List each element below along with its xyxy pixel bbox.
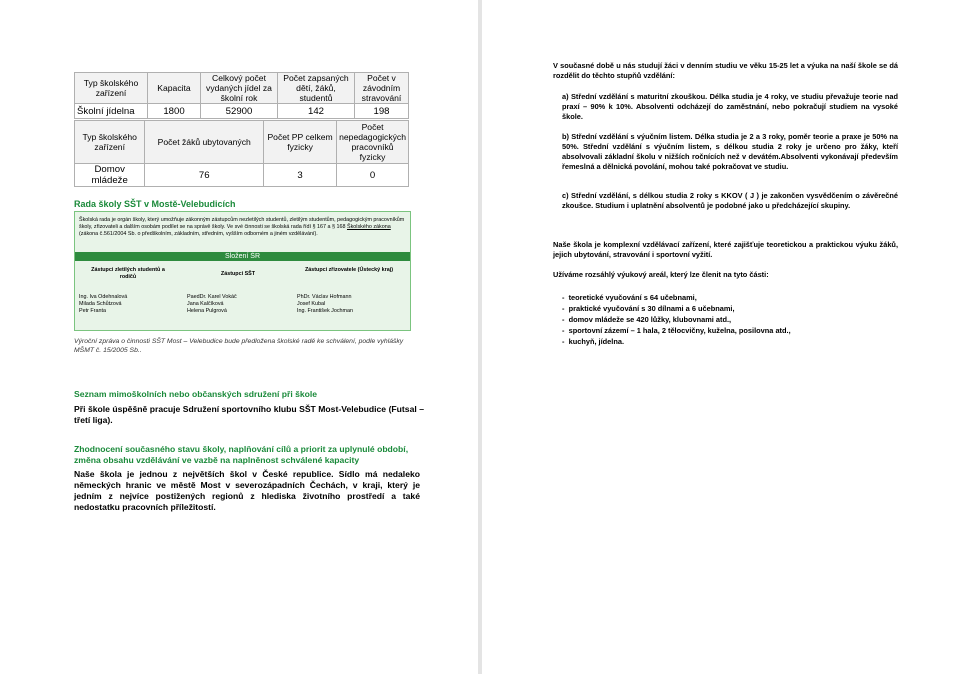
board-composition-bar: Složení ŠR [75, 252, 410, 261]
evaluation-text: Naše škola je jednou z největších škol v České republice. Sídlo má nedaleko německých hranic ve městě Most v severozápadních Čechách, v kraji, který je jedním z nejvíce postižených regionů z hlediska životního prostředí a také nedostatku pracovních příležitostí. [74, 469, 420, 512]
table-cell: 3 [264, 164, 337, 187]
level-b-text: b) Střední vzdělání s výučním listem. Délka studia je 2 a 3 roky, poměr teorie a praxe je 50% na 50%. Střední vzdělání s výučním listem, s délkou studia 2 roky je určeno pro žáky, kteří absolvovali základní školu v nižších ročnících než v devátém.Absolventi vykonávají především řemeslná a dělnická povolání, mohou také pokračovat ve studiu. [562, 132, 898, 171]
associations-text: Při škole úspěšně pracuje Sdružení sportovního klubu SŠT Most-Velebudice (Futsal – třetí liga). [74, 404, 424, 425]
table-header: Počet žáků ubytovaných [145, 121, 264, 164]
table-header: Celkový počet vydaných jídel za školní rok [201, 73, 278, 104]
member-name: Milada Schůtzová [79, 301, 122, 307]
column-founder: Zástupci zřizovatele (Ústecký kraj) [304, 267, 394, 273]
school-board-box [74, 211, 411, 331]
member-name: Jana Kalčíková [187, 301, 224, 307]
member-name: Josef Kubal [297, 301, 326, 307]
member-name: Petr Franta [79, 308, 106, 314]
member-name: Helena Pulgrová [187, 308, 227, 314]
school-law-link[interactable]: Školského zákona [346, 224, 391, 230]
member-name: Ing. František Jochman [297, 308, 354, 314]
table-cell: 0 [337, 164, 409, 187]
names-school [187, 294, 237, 315]
list-item: - praktické vyučování s 30 dílnami a 6 učebnami, [562, 304, 735, 313]
list-item: - kuchyň, jídelna. [562, 337, 625, 346]
table-header: Typ školského zařízení [75, 73, 148, 104]
left-page [0, 0, 478, 674]
dormitory-table [74, 120, 409, 187]
table-cell: 52900 [201, 104, 278, 119]
list-item-text: kuchyň, jídelna. [568, 337, 625, 346]
member-name: PhDr. Václav Hofmann [297, 294, 352, 300]
column-school: Zástupci SŠT [220, 271, 256, 277]
member-name: Ing. Iva Odehnalová [79, 294, 128, 300]
member-name: PaedDr. Karel Vokáč [187, 294, 237, 300]
evaluation-heading: Zhodnocení současného stavu školy, naplňování cílů a priorit za uplynulé období, změna obsahu vzdělávání ve vazbě na naplněnost schválené kapacity [74, 444, 409, 465]
annual-report-note: Výroční zpráva o činnosti SŠT Most – Velebudice bude předložena školské radě ke schválení, podle vyhlášky MŠMT č. 15/2005 Sb.. [74, 338, 404, 354]
list-item-text: sportovní zázemí – 1 hala, 2 tělocvičny, kuželna, posilovna atd., [568, 326, 791, 335]
school-board-title: Rada školy SŠT v Mostě-Velebudicích [74, 199, 236, 209]
names-students-parents [79, 294, 127, 315]
level-a-text: a) Střední vzdělání s maturitní zkouškou. Délka studia je 4 roky, ve studiu převažuje teorie nad praxí – 90% k 10%. Absolventi odcházejí do zaměstnání, nebo pokračují studiem na vysoké škole. [562, 92, 898, 121]
table-header: Počet PP celkem fyzicky [264, 121, 337, 164]
list-item-text: praktické vyučování s 30 dílnami a 6 učebnami, [568, 304, 735, 313]
table-cell: 76 [145, 164, 264, 187]
list-item: - teoretické vyučování s 64 učebnami, [562, 293, 697, 302]
list-item-text: domov mládeže se 420 lůžky, klubovnami atd., [568, 315, 732, 324]
table-header: Počet zapsaných dětí, žáků, studentů [278, 73, 355, 104]
intro-text: Školská rada je orgán školy, který umožňuje zákonným zástupcům nezletilých studentů, zletilým studentům, pedagogickým pracovníkům školy, zřizovateli a dalším osobám podílet se na správě školy. Ve své činnosti se školská rada řídí § 167 a § 168 [79, 217, 405, 230]
campus-parts-list [562, 292, 791, 347]
table-header: Typ školského zařízení [75, 121, 145, 164]
intro-text: (zákona č.561/2004 Sb. o předškolním, základním, středním, vyšším odborném a jiném vzdělávání). [79, 231, 318, 237]
list-item: - domov mládeže se 420 lůžky, klubovnami atd., [562, 315, 732, 324]
table-header: Počet v závodním stravování [355, 73, 409, 104]
table-cell: Domov mládeže [75, 164, 145, 187]
names-founder [297, 294, 353, 315]
board-columns [75, 264, 410, 292]
table-cell: Školní jídelna [75, 104, 148, 119]
school-canteen-table [74, 72, 409, 119]
column-students-parents: Zástupci zletilých studentů a rodičů [91, 267, 165, 280]
table-cell: 142 [278, 104, 355, 119]
school-complex-text: Naše škola je komplexní vzdělávací zařízení, které zajišťuje teoretickou a praktickou výuku žáků, jejich ubytování, stravování i sportovní vyžití. [553, 240, 898, 259]
table-cell: 1800 [148, 104, 201, 119]
school-board-intro [79, 217, 405, 238]
table-header: Počet nepedagogických pracovníků fyzicky [337, 121, 409, 164]
table-cell: 198 [355, 104, 409, 119]
list-item: - sportovní zázemí – 1 hala, 2 tělocvičny, kuželna, posilovna atd., [562, 326, 791, 335]
level-c-text: c) Střední vzdělání, s délkou studia 2 roky s KKOV ( J ) je zakončen vysvědčením o závěrečné zkoušce. Studium i uplatnění absolventů je podobné jako u předcházející skupiny. [562, 191, 898, 210]
list-item-text: teoretické vyučování s 64 učebnami, [568, 293, 697, 302]
education-levels-intro: V současné době u nás studují žáci v denním studiu ve věku 15-25 let a výuka na naší škole se dá rozdělit do těchto stupňů vzdělání: [553, 61, 898, 80]
campus-parts-text: Užíváme rozsáhlý výukový areál, který lze členit na tyto části: [553, 270, 769, 279]
table-header: Kapacita [148, 73, 201, 104]
associations-heading: Seznam mimoškolních nebo občanských sdružení při škole [74, 389, 318, 399]
